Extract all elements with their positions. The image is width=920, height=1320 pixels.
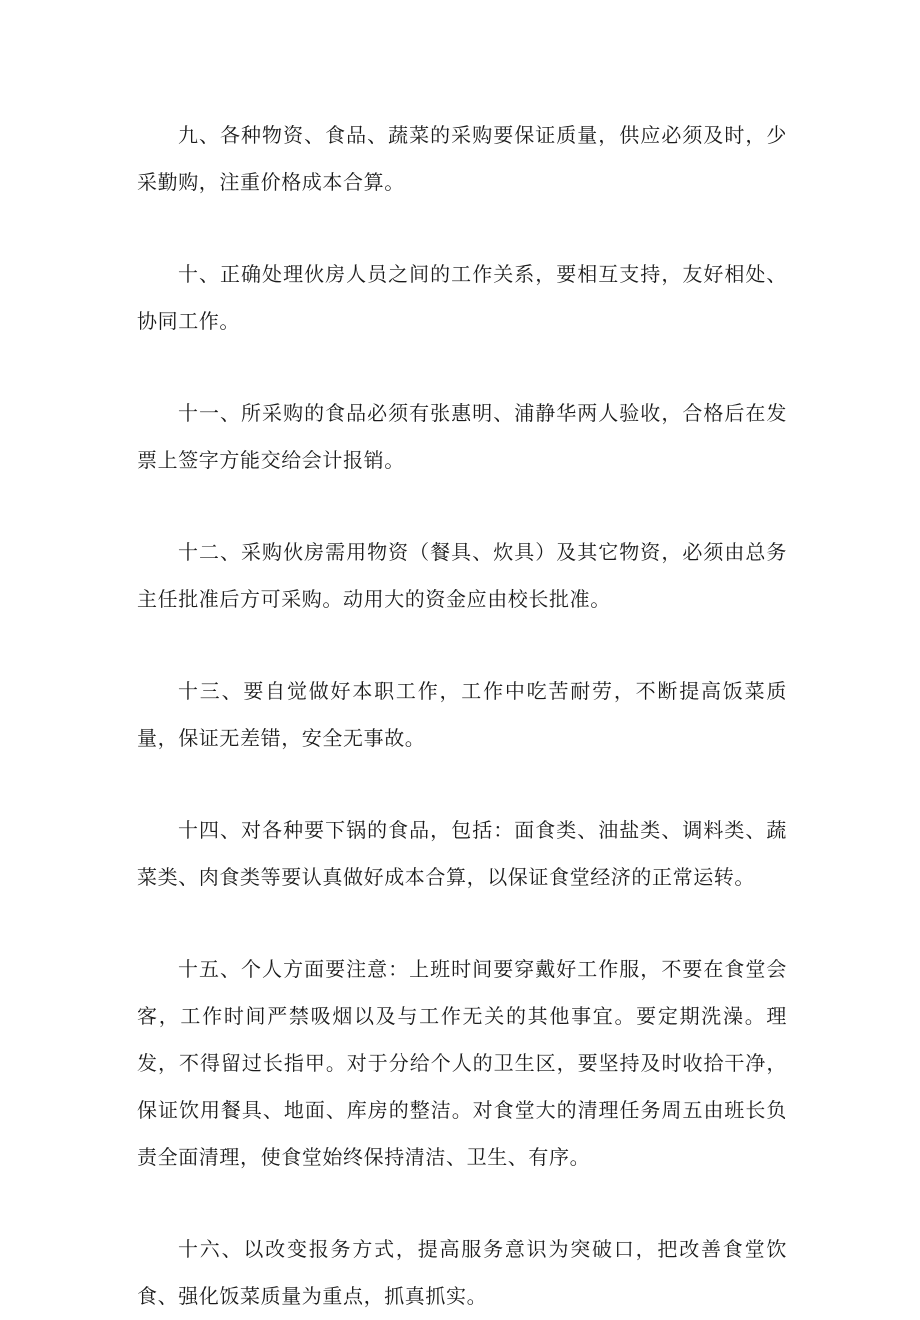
paragraph-item-15: 十五、个人方面要注意：上班时间要穿戴好工作服，不要在食堂会客，工作时间严禁吸烟以及与工作无关的其他事宜。要定期洗澡。理发，不得留过长指甲。对于分给个人的卫生区，要坚持及时收拾干净，保证饮用餐具、地面、库房的整洁。对食堂大的清理任务周五由班长负责全面清理，使食堂始终保持清洁、卫生、有序。 [137, 957, 787, 1169]
document-body [137, 112, 787, 1320]
paragraph-item-13: 十三、要自觉做好本职工作，工作中吃苦耐劳，不断提高饭菜质量，保证无差错，安全无事故。 [137, 679, 787, 750]
paragraph-item-12: 十二、采购伙房需用物资（餐具、炊具）及其它物资，必须由总务主任批准后方可采购。动用大的资金应由校长批准。 [137, 540, 787, 611]
paragraph-item-11: 十一、所采购的食品必须有张惠明、浦静华两人验收，合格后在发票上签字方能交给会计报销。 [137, 401, 787, 472]
paragraph-item-14: 十四、对各种要下锅的食品，包括：面食类、油盐类、调料类、蔬菜类、肉食类等要认真做好成本合算，以保证食堂经济的正常运转。 [137, 818, 787, 889]
paragraph-item-10: 十、正确处理伙房人员之间的工作关系，要相互支持，友好相处、协同工作。 [137, 262, 787, 333]
paragraph-item-16: 十六、以改变报务方式，提高服务意识为突破口，把改善食堂饮食、强化饭菜质量为重点，抓真抓实。 [137, 1237, 787, 1308]
paragraph-item-9: 九、各种物资、食品、蔬菜的采购要保证质量，供应必须及时，少采勤购，注重价格成本合算。 [137, 123, 787, 194]
